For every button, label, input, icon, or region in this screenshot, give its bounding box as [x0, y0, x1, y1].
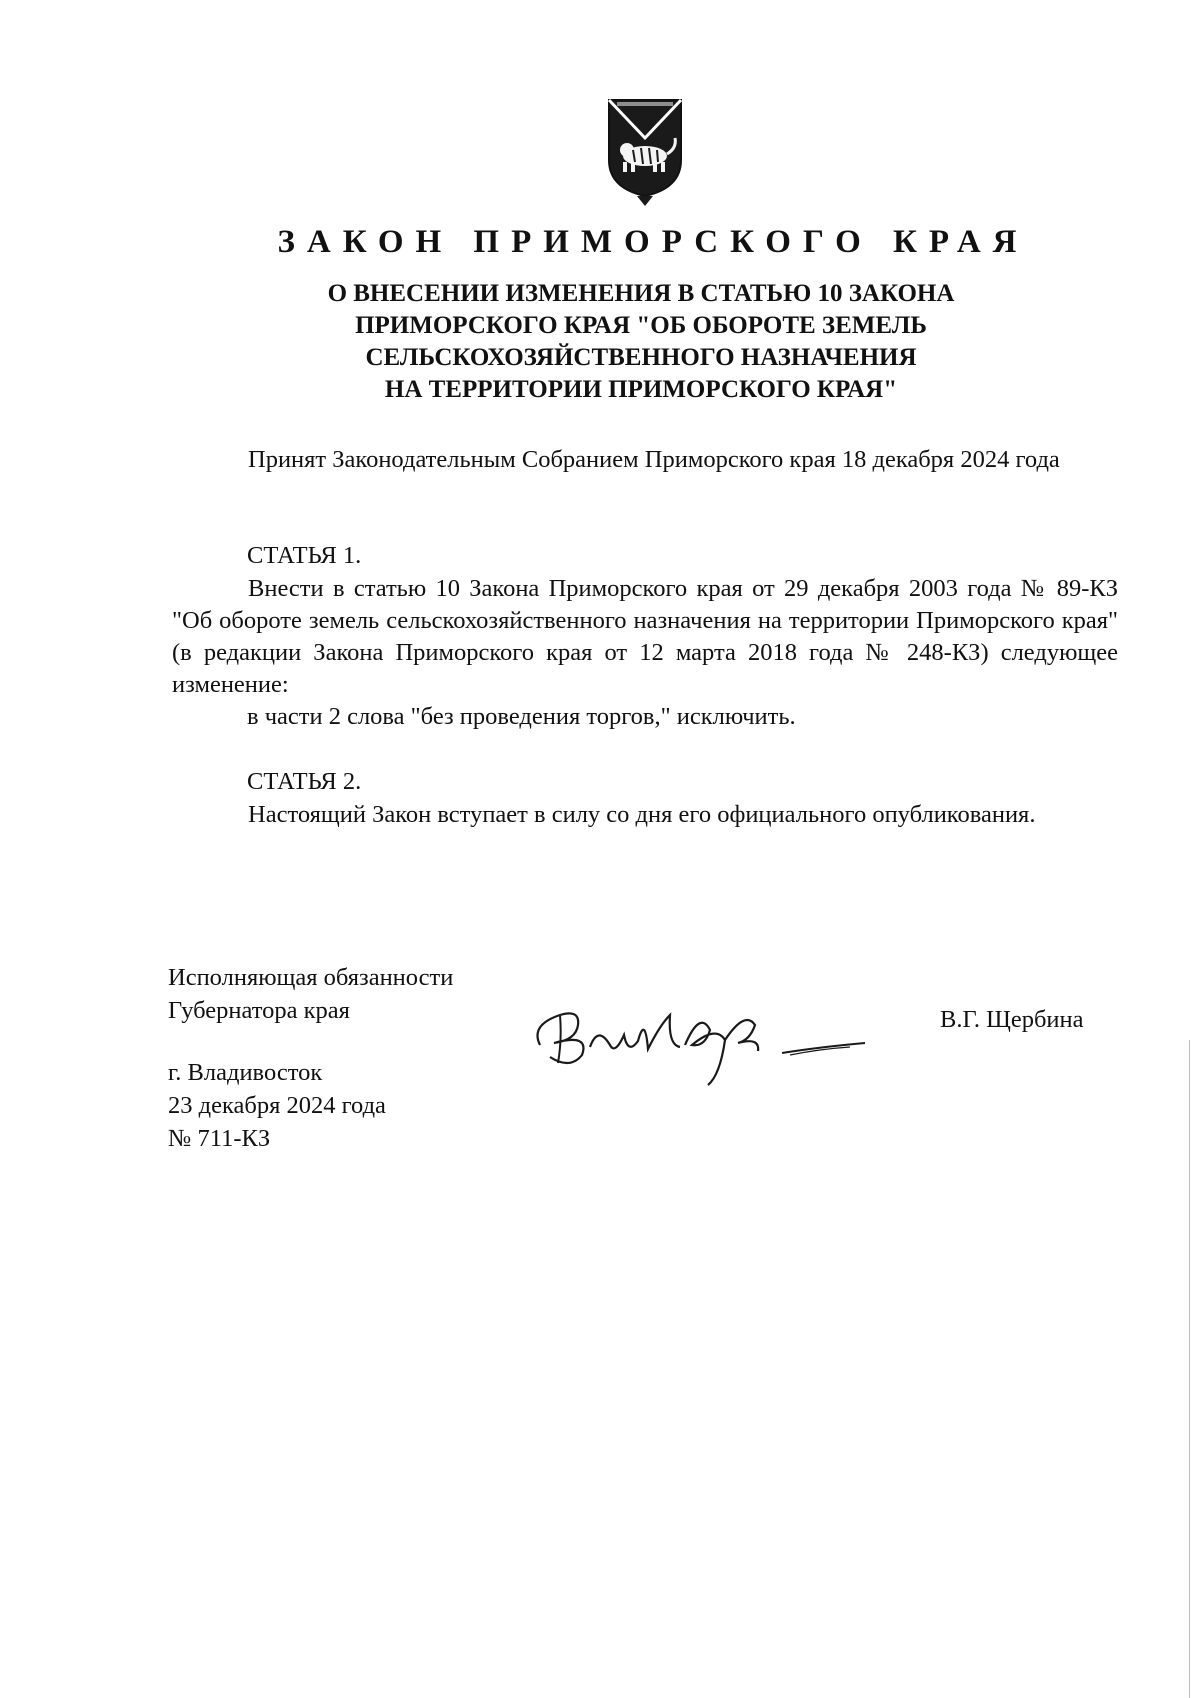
signing-date: 23 декабря 2024 года	[168, 1092, 386, 1119]
signer-name: В.Г. Щербина	[940, 1006, 1084, 1033]
article-1-text: Внести в статью 10 Закона Приморского края от 29 декабря 2003 года № 89-КЗ "Об обороте земель сельскохозяйственного назначения на территории Приморского края" (в редакции Закона Приморского края от 12 марта 2018 года № 248-КЗ) следующее изменение:	[172, 575, 1118, 698]
scan-edge-line	[1189, 1040, 1190, 1698]
article-1-change: в части 2 слова "без проведения торгов," исключить.	[247, 703, 796, 730]
signer-position-line1: Исполняющая обязанности	[168, 964, 454, 991]
article-2-text: Настоящий Закон вступает в силу со дня его официального опубликования.	[248, 801, 1036, 828]
article-2-heading: СТАТЬЯ 2.	[247, 768, 362, 795]
subtitle-line: О ВНЕСЕНИИ ИЗМЕНЕНИЯ В СТАТЬЮ 10 ЗАКОНА	[327, 280, 955, 307]
subtitle-line: ПРИМОРСКОГО КРАЯ "ОБ ОБОРОТЕ ЗЕМЕЛЬ	[355, 312, 927, 339]
law-number: № 711-КЗ	[168, 1125, 271, 1152]
handwritten-signature-icon	[520, 985, 880, 1090]
law-title: ЗАКОН ПРИМОРСКОГО КРАЯ	[277, 224, 1029, 260]
signing-city: г. Владивосток	[168, 1059, 323, 1086]
subtitle-line: СЕЛЬСКОХОЗЯЙСТВЕННОГО НАЗНАЧЕНИЯ	[365, 344, 917, 371]
coat-of-arms-icon	[605, 98, 685, 206]
law-subtitle	[170, 278, 1112, 406]
subtitle-line: НА ТЕРРИТОРИИ ПРИМОРСКОГО КРАЯ"	[384, 376, 898, 403]
article-1-heading: СТАТЬЯ 1.	[247, 542, 362, 569]
adoption-statement: Принят Законодательным Собранием Приморского края 18 декабря 2024 года	[248, 446, 1060, 473]
signer-position-line2: Губернатора края	[168, 997, 350, 1024]
